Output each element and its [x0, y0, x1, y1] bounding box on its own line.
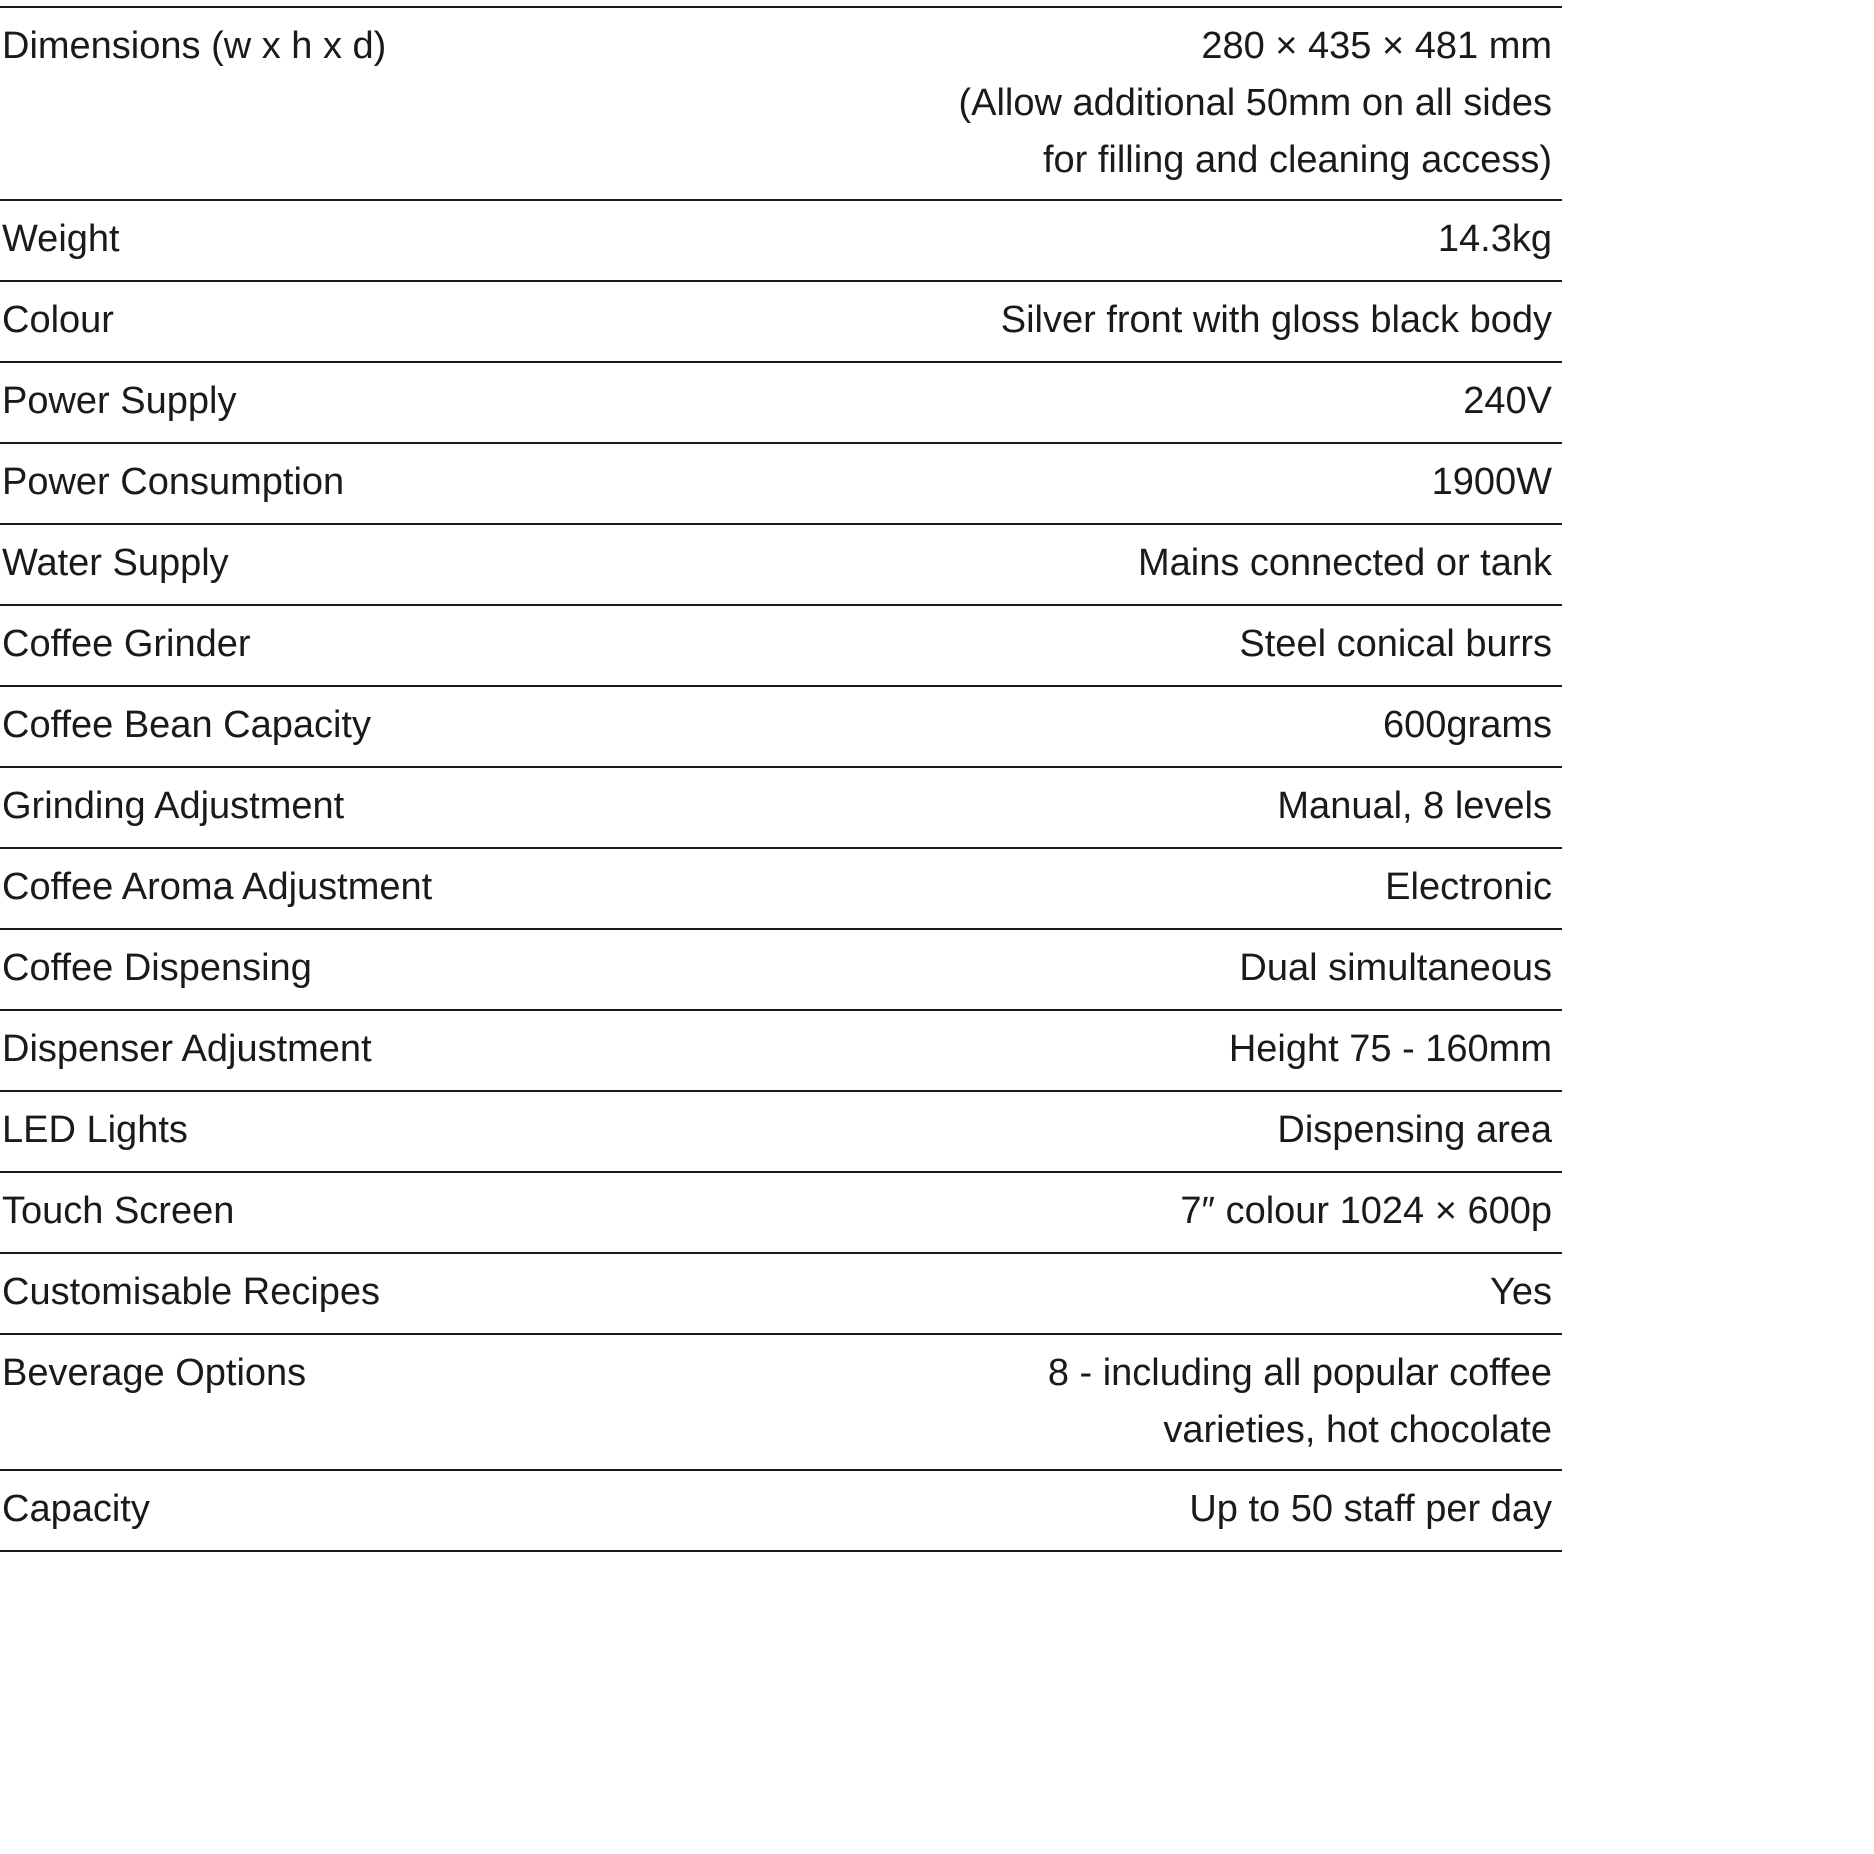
spec-row-coffee-aroma-adjustment — [0, 849, 1562, 930]
spec-row-capacity — [0, 1471, 1562, 1552]
spec-value: 1900W — [1431, 461, 1552, 503]
spec-value: 14.3kg — [1437, 218, 1552, 260]
spec-value: Yes — [1490, 1271, 1552, 1313]
spec-label: Weight — [2, 218, 120, 260]
spec-value: Manual, 8 levels — [1277, 785, 1552, 827]
spec-label: Power Consumption — [2, 461, 345, 503]
spec-value-line: 8 - including all popular coffee — [1047, 1352, 1552, 1394]
spec-value: 240V — [1463, 380, 1552, 422]
spec-value — [958, 18, 1552, 189]
spec-label: Dimensions (w x h x d) — [2, 25, 387, 67]
spec-row-led-lights — [0, 1092, 1562, 1173]
spec-value: 7″ colour 1024 × 600p — [1180, 1190, 1552, 1232]
spec-label: Coffee Dispensing — [2, 947, 312, 989]
spec-value-line: (Allow additional 50mm on all sides — [958, 82, 1552, 124]
spec-label: Touch Screen — [2, 1190, 235, 1232]
spec-value-line: varieties, hot chocolate — [1163, 1409, 1552, 1451]
spec-value-line: 280 × 435 × 481 mm — [1201, 25, 1552, 67]
specifications-table — [0, 6, 1562, 1552]
spec-value: 600grams — [1383, 704, 1552, 746]
spec-row-grinding-adjustment — [0, 768, 1562, 849]
spec-label: LED Lights — [2, 1109, 188, 1151]
spec-row-colour — [0, 282, 1562, 363]
spec-value: Dual simultaneous — [1239, 947, 1552, 989]
spec-row-coffee-bean-capacity — [0, 687, 1562, 768]
spec-value: Silver front with gloss black body — [1000, 299, 1552, 341]
spec-label: Water Supply — [2, 542, 229, 584]
spec-value: Steel conical burrs — [1239, 623, 1552, 665]
spec-value: Height 75 - 160mm — [1228, 1028, 1552, 1070]
spec-label: Grinding Adjustment — [2, 785, 345, 827]
spec-row-touch-screen — [0, 1173, 1562, 1254]
spec-label: Dispenser Adjustment — [2, 1028, 372, 1070]
spec-row-dispenser-adjustment — [0, 1011, 1562, 1092]
spec-value — [1048, 1345, 1552, 1459]
spec-row-water-supply — [0, 525, 1562, 606]
spec-row-power-supply — [0, 363, 1562, 444]
spec-value-line: for filling and cleaning access) — [1042, 139, 1552, 181]
spec-label: Coffee Aroma Adjustment — [2, 866, 433, 908]
spec-value: Electronic — [1385, 866, 1552, 908]
spec-row-coffee-dispensing — [0, 930, 1562, 1011]
spec-row-coffee-grinder — [0, 606, 1562, 687]
spec-label: Customisable Recipes — [2, 1271, 381, 1313]
spec-row-dimensions — [0, 8, 1562, 201]
spec-row-customisable-recipes — [0, 1254, 1562, 1335]
spec-value: Up to 50 staff per day — [1189, 1488, 1552, 1530]
spec-row-weight — [0, 201, 1562, 282]
spec-label: Beverage Options — [2, 1352, 307, 1394]
spec-label: Colour — [2, 299, 114, 341]
spec-value: Mains connected or tank — [1137, 542, 1552, 584]
spec-row-beverage-options — [0, 1335, 1562, 1471]
spec-row-power-consumption — [0, 444, 1562, 525]
spec-label: Coffee Grinder — [2, 623, 251, 665]
spec-label: Coffee Bean Capacity — [2, 704, 371, 746]
spec-value: Dispensing area — [1277, 1109, 1552, 1151]
spec-label: Power Supply — [2, 380, 237, 422]
spec-label: Capacity — [2, 1488, 150, 1530]
